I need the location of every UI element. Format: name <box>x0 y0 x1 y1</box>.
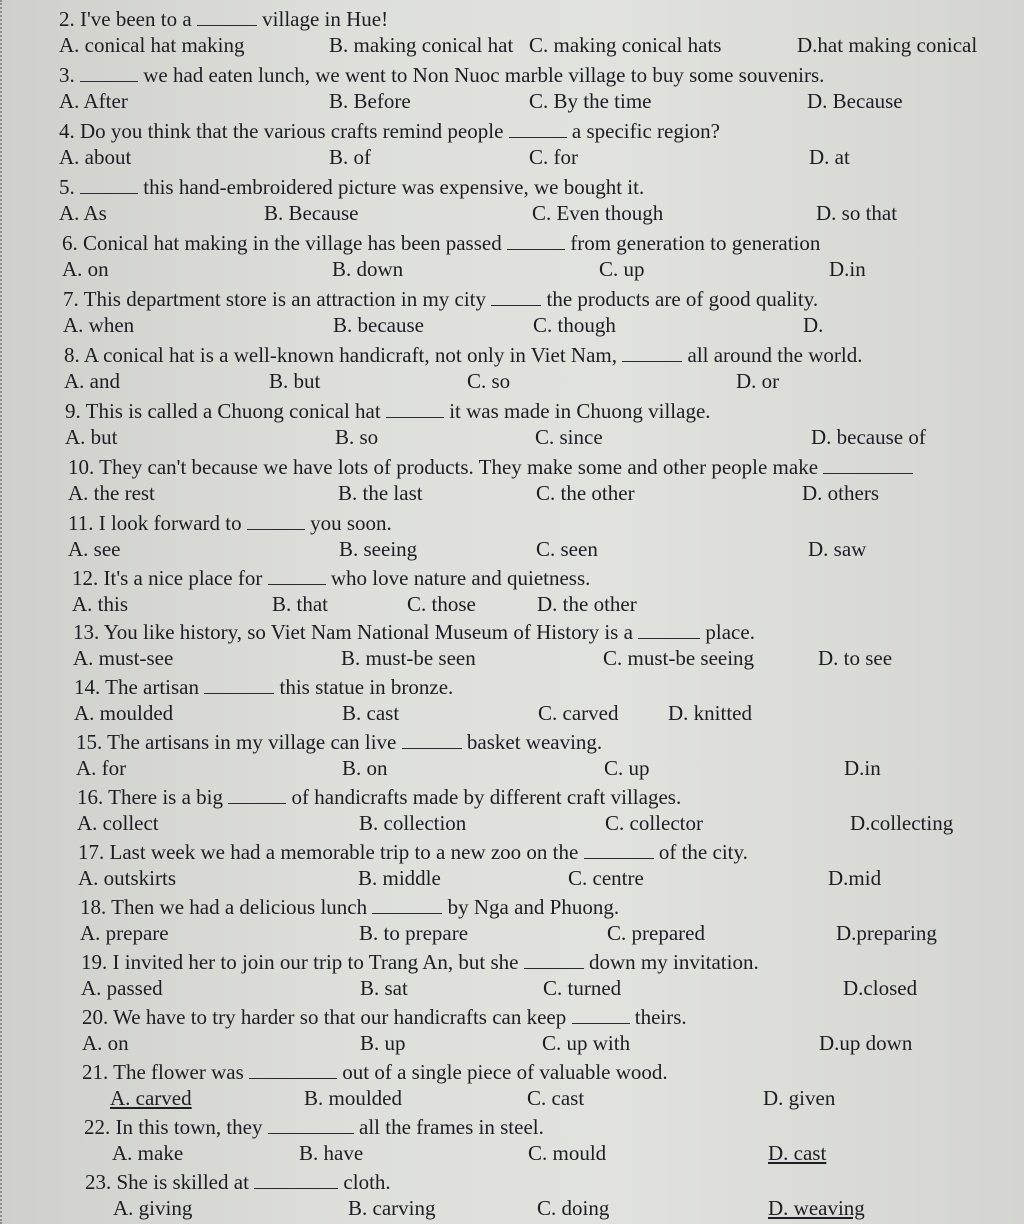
option-b: B. down <box>332 257 404 281</box>
question-text-before: Do you think that the various crafts remind people <box>80 119 504 143</box>
option-b: B. seeing <box>339 537 418 561</box>
question-20 <box>82 1004 913 1056</box>
question-17 <box>78 839 882 891</box>
question-text-after: you soon. <box>310 511 392 535</box>
question-text-before: We have to try harder so that our handicrafts can keep <box>113 1005 567 1029</box>
answer-options <box>63 312 824 338</box>
option-a: A. outskirts <box>78 866 177 890</box>
option-a: A. make <box>112 1141 184 1165</box>
option-a: A. this <box>72 592 129 616</box>
option-d: D.up down <box>819 1031 913 1055</box>
question-text-before: The flower was <box>113 1060 244 1084</box>
question-number: 16. <box>77 785 104 809</box>
question-number: 10. <box>68 455 95 479</box>
question-stem <box>78 839 748 865</box>
option-a: A. passed <box>81 976 163 1000</box>
answer-options <box>59 200 898 226</box>
option-d: D.hat making conical <box>797 33 978 57</box>
answer-blank <box>823 455 913 474</box>
question-stem <box>74 674 453 700</box>
question-number: 18. <box>80 895 107 919</box>
question-text-before: This department store is an attraction in my city <box>83 287 487 311</box>
question-stem <box>81 949 759 975</box>
question-stem <box>68 454 913 480</box>
question-stem <box>72 565 590 591</box>
option-b: B. Before <box>329 89 411 113</box>
option-a: A. when <box>63 313 135 337</box>
question-text-before: Then we had a delicious lunch <box>111 895 368 919</box>
option-d: D. others <box>802 481 879 505</box>
option-b: B. to prepare <box>359 921 469 945</box>
question-number: 23. <box>85 1170 112 1194</box>
option-c: C. up <box>599 257 645 281</box>
answer-options <box>68 536 867 562</box>
option-b: B. making conical hat <box>329 33 514 57</box>
question-text-before: She is skilled at <box>116 1170 249 1194</box>
answer-blank <box>622 343 682 362</box>
option-a: A. about <box>59 145 132 169</box>
option-c: C. so <box>467 369 511 393</box>
answer-options <box>59 144 850 170</box>
option-d: D.in <box>844 756 881 780</box>
option-c: C. the other <box>536 481 635 505</box>
question-12 <box>72 565 637 617</box>
option-d: D. cast <box>768 1141 827 1165</box>
answer-options <box>82 1030 913 1056</box>
question-stem <box>63 286 818 312</box>
option-b: B. but <box>269 369 321 393</box>
question-text-after: all around the world. <box>687 343 863 367</box>
option-c: C. those <box>407 592 476 616</box>
option-b: B. that <box>272 592 328 616</box>
question-10 <box>68 454 913 506</box>
option-d: D.in <box>829 257 866 281</box>
option-d: D. given <box>763 1086 836 1110</box>
question-number: 8. <box>64 343 80 367</box>
question-text-before: You like history, so Viet Nam National Museum of History is a <box>103 620 633 644</box>
option-d: D. so that <box>816 201 898 225</box>
option-b: B. must-be seen <box>341 646 476 670</box>
question-13 <box>73 619 893 671</box>
option-b: B. middle <box>358 866 441 890</box>
answer-blank <box>386 399 444 418</box>
question-4 <box>59 118 850 170</box>
question-2 <box>59 6 978 58</box>
option-a: A. giving <box>113 1196 193 1220</box>
option-d: D.collecting <box>850 811 954 835</box>
question-stem <box>62 230 820 256</box>
option-a: A. prepare <box>80 921 169 945</box>
question-text-before: This is called a Chuong conical hat <box>85 399 381 423</box>
answer-blank <box>524 950 584 969</box>
option-c: C. making conical hats <box>529 33 722 57</box>
answer-blank <box>247 511 305 530</box>
answer-options <box>77 810 954 836</box>
option-a: A. see <box>68 537 121 561</box>
option-d: D. to see <box>818 646 893 670</box>
option-d: D. the other <box>537 592 637 616</box>
option-c: C. up <box>604 756 650 780</box>
question-text-before: I've been to a <box>80 7 192 31</box>
question-number: 3. <box>59 63 75 87</box>
answer-blank <box>197 7 257 26</box>
option-a: A. After <box>59 89 128 113</box>
question-text-before: A conical hat is a well-known handicraft, not only in Viet Nam, <box>83 343 617 367</box>
question-text-after: this statue in bronze. <box>279 675 454 699</box>
option-a: A. collect <box>77 811 159 835</box>
question-stem <box>59 6 388 32</box>
question-number: 21. <box>82 1060 109 1084</box>
question-stem <box>59 174 644 200</box>
question-text-after: all the frames in steel. <box>359 1115 544 1139</box>
answer-blank <box>249 1060 337 1079</box>
question-stem <box>64 342 862 368</box>
question-text-before: It's a nice place for <box>103 566 263 590</box>
question-stem <box>65 398 711 424</box>
option-b: B. the last <box>338 481 423 505</box>
answer-options <box>85 1195 865 1221</box>
answer-blank <box>372 895 442 914</box>
question-stem <box>85 1169 391 1195</box>
question-number: 22. <box>84 1115 111 1139</box>
question-stem <box>82 1004 687 1030</box>
question-text-before: The artisan <box>105 675 199 699</box>
question-text-after: who love nature and quietness. <box>330 566 591 590</box>
answer-blank <box>268 1115 354 1134</box>
question-number: 5. <box>59 175 75 199</box>
option-a: A. for <box>76 756 127 780</box>
option-b: B. of <box>329 145 371 169</box>
answer-options <box>82 1085 836 1111</box>
option-c: C. By the time <box>529 89 652 113</box>
option-c: C. since <box>535 425 603 449</box>
option-d: D. Because <box>807 89 903 113</box>
question-number: 12. <box>72 566 99 590</box>
answer-blank <box>402 730 462 749</box>
question-text-before: I look forward to <box>98 511 242 535</box>
option-d: D. because of <box>811 425 926 449</box>
answer-options <box>64 368 862 394</box>
question-stem <box>76 729 602 755</box>
question-stem <box>68 510 392 536</box>
question-6 <box>62 230 866 282</box>
question-8 <box>64 342 862 394</box>
answer-blank <box>254 1170 338 1189</box>
question-7 <box>63 286 824 338</box>
option-b: B. collection <box>359 811 467 835</box>
option-b: B. Because <box>264 201 359 225</box>
option-d: D.mid <box>828 866 882 890</box>
question-text-after: village in Hue! <box>262 7 389 31</box>
question-number: 2. <box>59 7 75 31</box>
option-b: B. up <box>360 1031 406 1055</box>
question-stem <box>77 784 681 810</box>
question-text-after: it was made in Chuong village. <box>449 399 711 423</box>
option-d: D. at <box>809 145 850 169</box>
option-c: C. collector <box>605 811 703 835</box>
answer-blank <box>268 566 326 585</box>
option-b: B. moulded <box>304 1086 402 1110</box>
answer-options <box>84 1140 827 1166</box>
answer-options <box>76 755 881 781</box>
question-number: 15. <box>76 730 103 754</box>
question-text-after: down my invitation. <box>588 950 759 974</box>
option-c: C. turned <box>543 976 622 1000</box>
question-stem <box>59 118 720 144</box>
question-text-before: They can't because we have lots of products. They make some and other people make <box>99 455 819 479</box>
question-text-after: of the city. <box>658 840 748 864</box>
option-d: D. <box>803 313 824 337</box>
question-text-after: basket weaving. <box>466 730 603 754</box>
question-18 <box>80 894 937 946</box>
question-number: 20. <box>82 1005 109 1029</box>
option-c: C. for <box>529 145 578 169</box>
question-text-after: a specific region? <box>571 119 720 143</box>
answer-options <box>72 591 637 617</box>
question-23 <box>85 1169 865 1221</box>
question-text-after: from generation to generation <box>570 231 821 255</box>
answer-blank <box>204 675 274 694</box>
option-c: C. up with <box>542 1031 631 1055</box>
option-d: D. saw <box>808 537 867 561</box>
question-text-after: we had eaten lunch, we went to Non Nuoc marble village to buy some souvenirs. <box>143 63 825 87</box>
option-a: A. but <box>65 425 118 449</box>
option-d: D. weaving <box>768 1196 865 1220</box>
option-c: C. must-be seeing <box>603 646 755 670</box>
option-b: B. cast <box>342 701 400 725</box>
option-a: A. on <box>62 257 109 281</box>
option-c: C. seen <box>536 537 598 561</box>
question-text-before: Last week we had a memorable trip to a new zoo on the <box>109 840 579 864</box>
question-text-after: this hand-embroidered picture was expensive, we bought it. <box>143 175 645 199</box>
answer-blank <box>80 175 138 194</box>
option-a: A. must-see <box>73 646 174 670</box>
option-a: A. carved <box>110 1086 192 1110</box>
question-number: 19. <box>81 950 108 974</box>
question-text-after: by Nga and Phuong. <box>447 895 620 919</box>
question-3 <box>59 62 903 114</box>
question-number: 7. <box>63 287 79 311</box>
question-stem <box>80 894 619 920</box>
option-a: A. and <box>64 369 120 393</box>
question-text-after: theirs. <box>634 1005 687 1029</box>
answer-blank <box>584 840 654 859</box>
option-a: A. As <box>59 201 107 225</box>
answer-options <box>62 256 866 282</box>
option-c: C. cast <box>527 1086 585 1110</box>
option-c: C. mould <box>528 1141 607 1165</box>
option-a: A. on <box>82 1031 129 1055</box>
question-16 <box>77 784 954 836</box>
question-text-after: cloth. <box>343 1170 391 1194</box>
answer-blank <box>509 119 567 138</box>
option-c: C. doing <box>537 1196 610 1220</box>
answer-options <box>65 424 926 450</box>
question-text-after: place. <box>705 620 755 644</box>
option-c: C. prepared <box>607 921 705 945</box>
answer-options <box>78 865 882 891</box>
option-a: A. conical hat making <box>59 33 245 57</box>
question-number: 13. <box>73 620 100 644</box>
question-19 <box>81 949 918 1001</box>
question-number: 9. <box>65 399 81 423</box>
answer-blank <box>491 287 541 306</box>
option-b: B. on <box>342 756 388 780</box>
option-d: D.preparing <box>836 921 937 945</box>
option-b: B. because <box>333 313 424 337</box>
question-number: 11. <box>68 511 94 535</box>
answer-options <box>73 645 893 671</box>
question-text-after: of handicrafts made by different craft villages. <box>291 785 682 809</box>
question-text-before: Conical hat making in the village has been passed <box>83 231 502 255</box>
question-number: 17. <box>78 840 105 864</box>
question-number: 6. <box>62 231 78 255</box>
answer-options <box>74 700 752 726</box>
answer-blank <box>572 1005 630 1024</box>
question-stem <box>73 619 755 645</box>
option-a: A. moulded <box>74 701 174 725</box>
option-a: A. the rest <box>68 481 155 505</box>
option-b: B. sat <box>360 976 408 1000</box>
answer-blank <box>80 63 138 82</box>
option-d: D. or <box>736 369 780 393</box>
question-text-before: The artisans in my village can live <box>107 730 397 754</box>
answer-options <box>59 32 978 58</box>
question-15 <box>76 729 881 781</box>
option-b: B. have <box>299 1141 364 1165</box>
question-stem <box>82 1059 668 1085</box>
option-c: C. carved <box>538 701 619 725</box>
question-14 <box>74 674 752 726</box>
question-number: 14. <box>74 675 101 699</box>
answer-options <box>80 920 937 946</box>
question-text-after: out of a single piece of valuable wood. <box>342 1060 668 1084</box>
question-number: 4. <box>59 119 75 143</box>
answer-blank <box>507 231 565 250</box>
answer-blank <box>638 620 700 639</box>
answer-blank <box>228 785 286 804</box>
option-d: D.closed <box>843 976 918 1000</box>
option-b: B. carving <box>348 1196 436 1220</box>
question-11 <box>68 510 867 562</box>
question-stem <box>59 62 824 88</box>
question-text-before: In this town, they <box>115 1115 263 1139</box>
option-c: C. centre <box>568 866 644 890</box>
answer-options <box>68 480 913 506</box>
question-stem <box>84 1114 544 1140</box>
question-text-after: the products are of good quality. <box>546 287 819 311</box>
question-text-before: There is a big <box>108 785 223 809</box>
question-5 <box>59 174 898 226</box>
answer-options <box>81 975 918 1001</box>
option-b: B. so <box>335 425 379 449</box>
question-22 <box>84 1114 827 1166</box>
option-c: C. Even though <box>532 201 664 225</box>
question-9 <box>65 398 926 450</box>
question-text-before: I invited her to join our trip to Trang An, but she <box>112 950 519 974</box>
option-d: D. knitted <box>668 701 752 725</box>
answer-options <box>59 88 903 114</box>
option-c: C. though <box>533 313 616 337</box>
question-21 <box>82 1059 836 1111</box>
